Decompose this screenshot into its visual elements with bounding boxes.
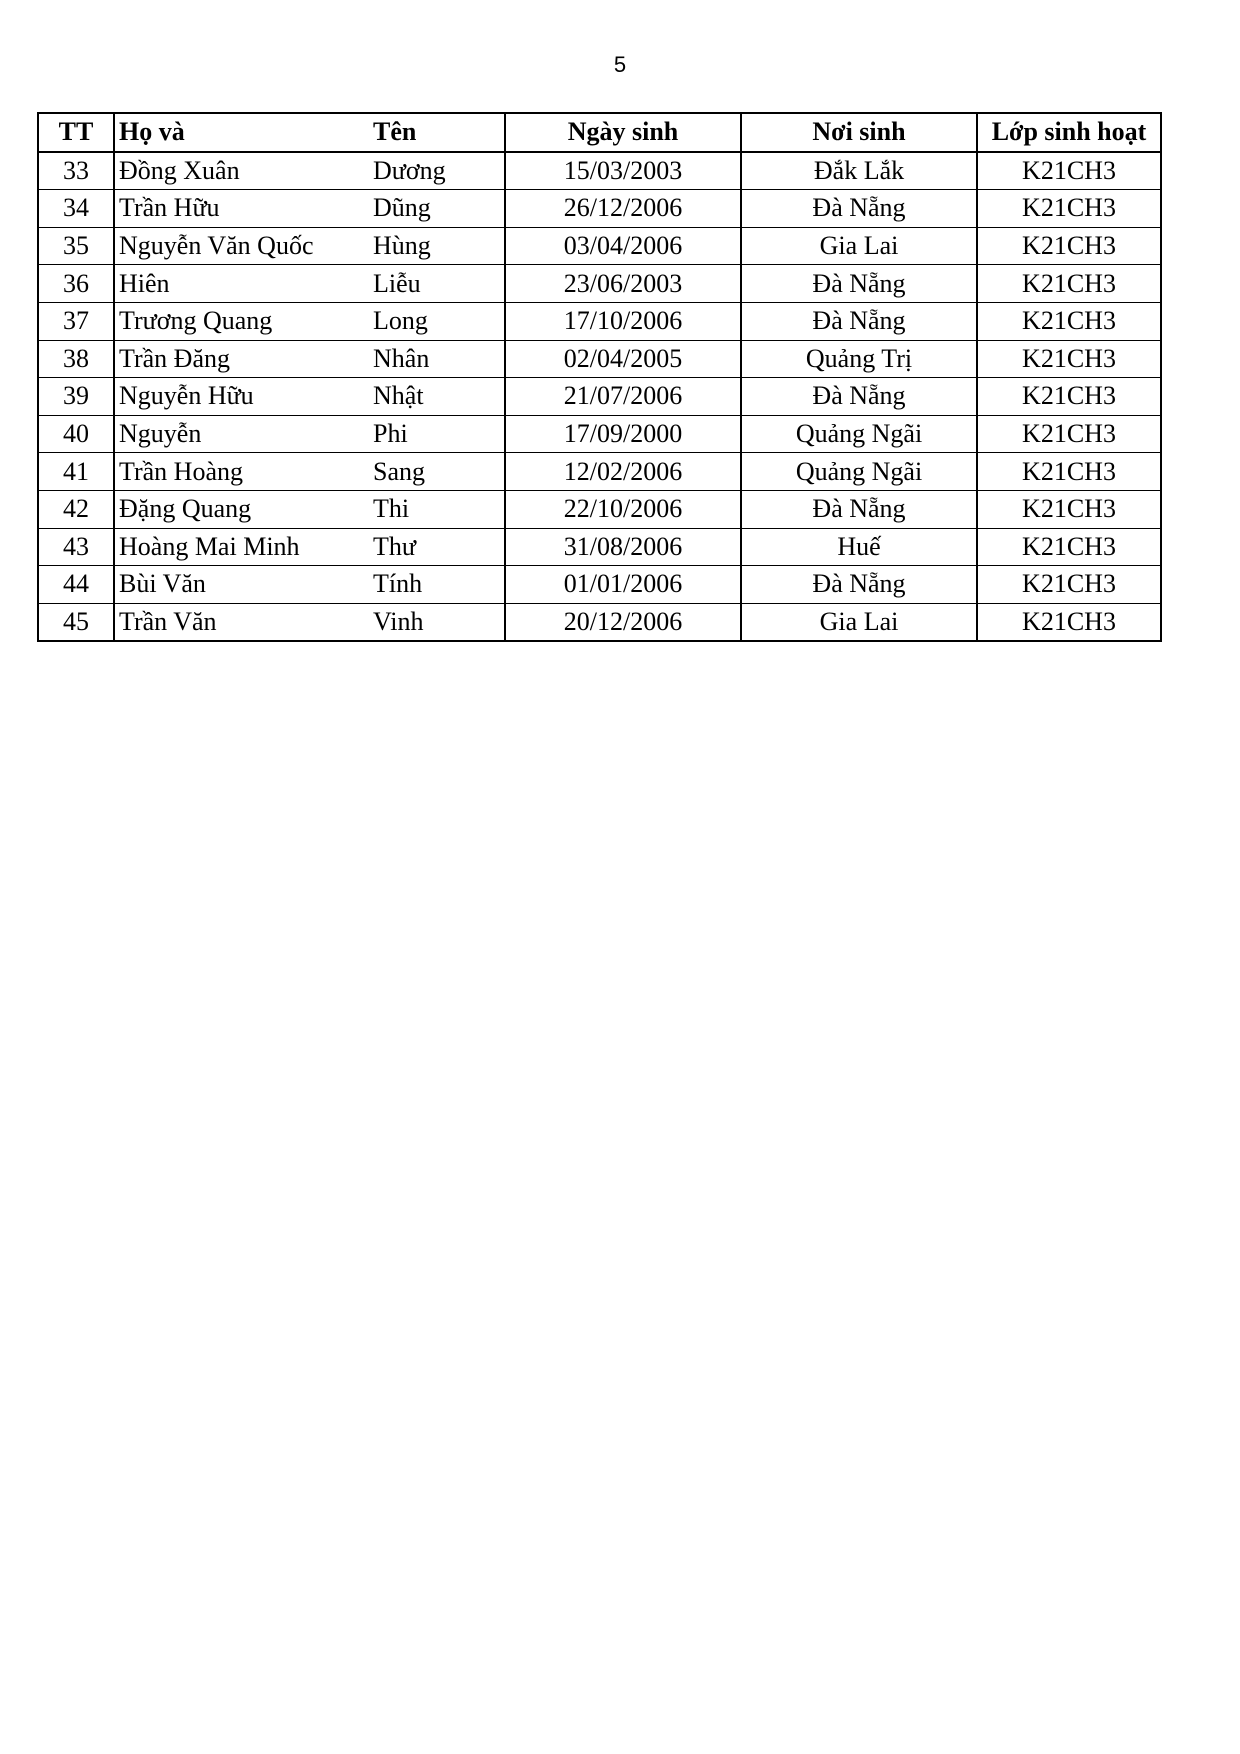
header-ten: Tên [369,113,505,152]
table-row [38,490,1161,528]
cell-tt: 36 [38,265,114,303]
cell-ngay-sinh: 20/12/2006 [505,603,741,641]
cell-ngay-sinh: 23/06/2003 [505,265,741,303]
cell-noi-sinh: Quảng Trị [741,340,977,378]
cell-noi-sinh: Đà Nẵng [741,378,977,416]
cell-ho-va: Nguyễn Hữu [114,378,369,416]
cell-tt: 38 [38,340,114,378]
cell-lop-sinh-hoat: K21CH3 [977,190,1161,228]
cell-tt: 43 [38,528,114,566]
table-row [38,566,1161,604]
cell-lop-sinh-hoat: K21CH3 [977,378,1161,416]
table-header-row [38,113,1161,152]
cell-ngay-sinh: 26/12/2006 [505,190,741,228]
table-body [38,152,1161,642]
table-row [38,227,1161,265]
cell-noi-sinh: Gia Lai [741,227,977,265]
cell-ten: Thi [369,490,505,528]
cell-ngay-sinh: 12/02/2006 [505,453,741,491]
cell-tt: 35 [38,227,114,265]
cell-ngay-sinh: 17/10/2006 [505,302,741,340]
cell-ho-va: Đồng Xuân [114,152,369,190]
cell-ten: Thư [369,528,505,566]
page-number: 5 [613,52,627,77]
cell-ten: Dũng [369,190,505,228]
cell-ten: Long [369,302,505,340]
cell-lop-sinh-hoat: K21CH3 [977,603,1161,641]
cell-ten: Sang [369,453,505,491]
cell-ngay-sinh: 22/10/2006 [505,490,741,528]
cell-noi-sinh: Huế [741,528,977,566]
cell-tt: 42 [38,490,114,528]
cell-noi-sinh: Quảng Ngãi [741,415,977,453]
cell-tt: 40 [38,415,114,453]
cell-lop-sinh-hoat: K21CH3 [977,453,1161,491]
cell-ho-va: Trần Đăng [114,340,369,378]
cell-noi-sinh: Đà Nẵng [741,265,977,303]
header-lop-sinh-hoat: Lớp sinh hoạt [977,113,1161,152]
cell-ngay-sinh: 17/09/2000 [505,415,741,453]
table-row [38,378,1161,416]
table-row [38,302,1161,340]
table-row [38,340,1161,378]
table-row [38,528,1161,566]
cell-ten: Nhật [369,378,505,416]
cell-ngay-sinh: 21/07/2006 [505,378,741,416]
table-row [38,603,1161,641]
cell-ho-va: Bùi Văn [114,566,369,604]
cell-lop-sinh-hoat: K21CH3 [977,415,1161,453]
cell-ngay-sinh: 01/01/2006 [505,566,741,604]
cell-noi-sinh: Đắk Lắk [741,152,977,190]
table-row [38,152,1161,190]
header-tt: TT [38,113,114,152]
cell-noi-sinh: Đà Nẵng [741,302,977,340]
cell-noi-sinh: Đà Nẵng [741,490,977,528]
cell-ten: Vinh [369,603,505,641]
cell-ngay-sinh: 02/04/2005 [505,340,741,378]
cell-lop-sinh-hoat: K21CH3 [977,528,1161,566]
cell-lop-sinh-hoat: K21CH3 [977,227,1161,265]
cell-ho-va: Nguyễn Văn Quốc [114,227,369,265]
cell-tt: 37 [38,302,114,340]
cell-ten: Liễu [369,265,505,303]
cell-ho-va: Trần Văn [114,603,369,641]
cell-noi-sinh: Gia Lai [741,603,977,641]
cell-noi-sinh: Đà Nẵng [741,190,977,228]
header-noi-sinh: Nơi sinh [741,113,977,152]
cell-ten: Dương [369,152,505,190]
cell-lop-sinh-hoat: K21CH3 [977,340,1161,378]
cell-tt: 34 [38,190,114,228]
cell-tt: 45 [38,603,114,641]
cell-ten: Phi [369,415,505,453]
header-ho-va: Họ và [114,113,369,152]
table-row [38,265,1161,303]
cell-lop-sinh-hoat: K21CH3 [977,265,1161,303]
cell-lop-sinh-hoat: K21CH3 [977,490,1161,528]
table-row [38,453,1161,491]
cell-lop-sinh-hoat: K21CH3 [977,566,1161,604]
header-ngay-sinh: Ngày sinh [505,113,741,152]
cell-ho-va: Hiên [114,265,369,303]
cell-ngay-sinh: 31/08/2006 [505,528,741,566]
table-row [38,190,1161,228]
table-row [38,415,1161,453]
cell-ten: Hùng [369,227,505,265]
cell-tt: 41 [38,453,114,491]
cell-ho-va: Trần Hữu [114,190,369,228]
cell-tt: 44 [38,566,114,604]
cell-ten: Tính [369,566,505,604]
cell-noi-sinh: Quảng Ngãi [741,453,977,491]
cell-ho-va: Hoàng Mai Minh [114,528,369,566]
cell-tt: 39 [38,378,114,416]
cell-ten: Nhân [369,340,505,378]
cell-ngay-sinh: 03/04/2006 [505,227,741,265]
cell-noi-sinh: Đà Nẵng [741,566,977,604]
cell-ho-va: Nguyễn [114,415,369,453]
cell-ngay-sinh: 15/03/2003 [505,152,741,190]
student-list-table [37,112,1162,642]
cell-ho-va: Trương Quang [114,302,369,340]
cell-ho-va: Đặng Quang [114,490,369,528]
cell-ho-va: Trần Hoàng [114,453,369,491]
cell-lop-sinh-hoat: K21CH3 [977,152,1161,190]
cell-lop-sinh-hoat: K21CH3 [977,302,1161,340]
cell-tt: 33 [38,152,114,190]
